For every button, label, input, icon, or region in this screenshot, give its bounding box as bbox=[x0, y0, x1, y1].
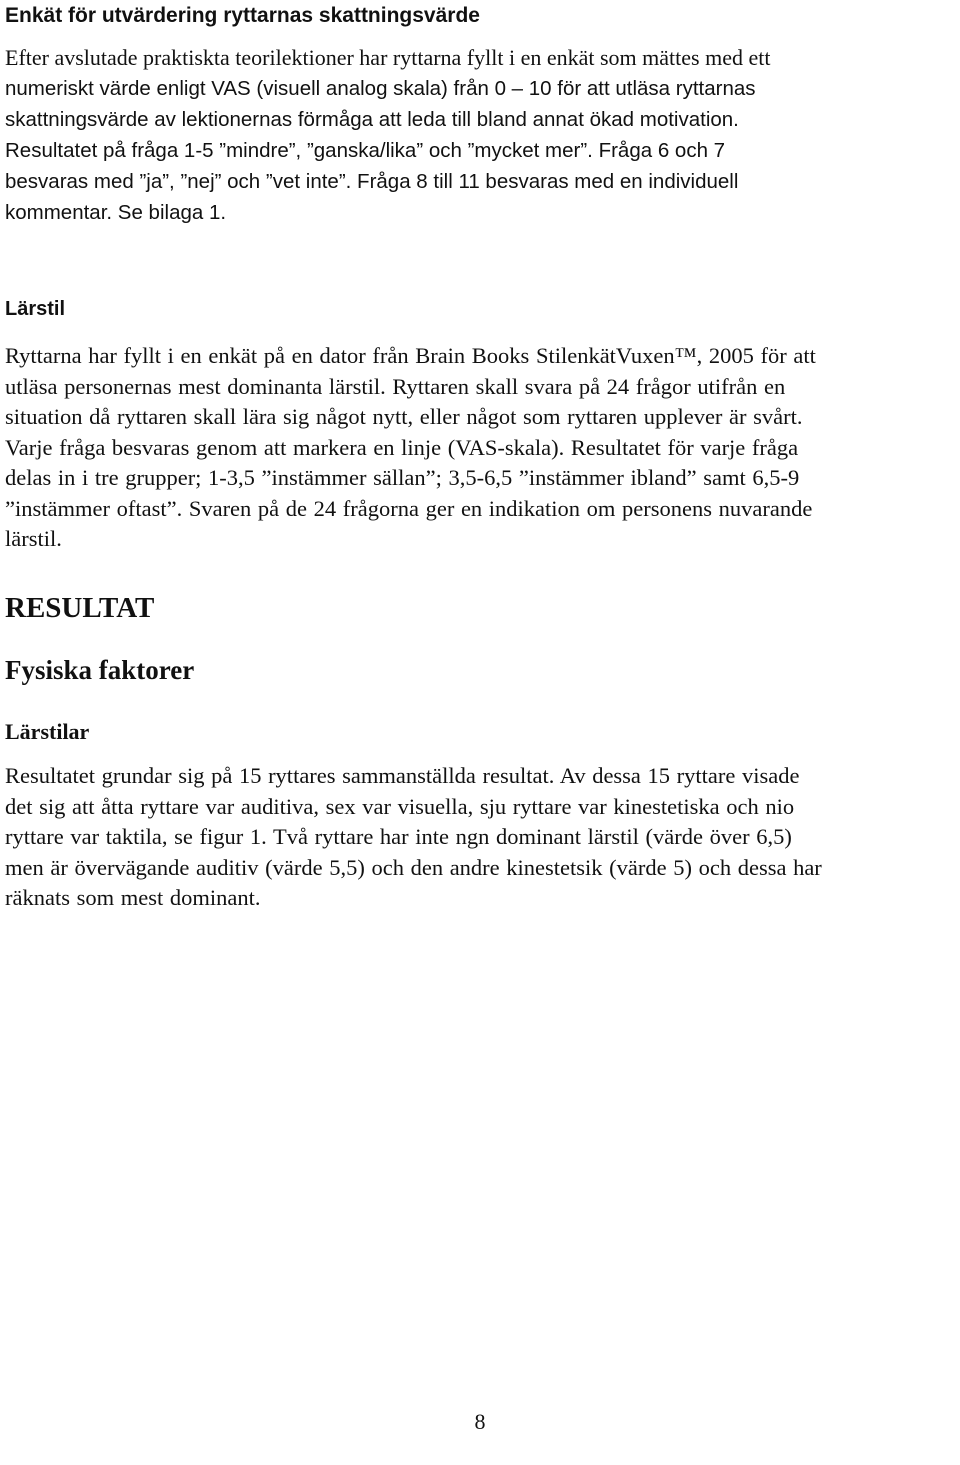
text-line: lärstil. bbox=[5, 526, 62, 551]
text-line: situation då ryttaren skall lära sig något nytt, eller något som ryttaren upplever är svårt. bbox=[5, 404, 803, 429]
text-line: Resultatet grundar sig på 15 ryttares sammanställda resultat. Av dessa 15 ryttare visade bbox=[5, 763, 800, 788]
text-line: delas in i tre grupper; 1-3,5 ”instämmer sällan”; 3,5-6,5 ”instämmer ibland” samt 6,5-9 bbox=[5, 465, 800, 490]
text-line: Resultatet på fråga 1-5 ”mindre”, ”ganska/lika” och ”mycket mer”. Fråga 6 och 7 bbox=[5, 139, 726, 162]
paragraph-resultat bbox=[5, 761, 950, 914]
text-line: skattningsvärde av lektionernas förmåga att leda till bland annat ökad motivation. bbox=[5, 108, 739, 131]
text-line: Efter avslutade praktiskta teorilektioner har ryttarna fyllt i en enkät som mättes med ett bbox=[5, 45, 771, 70]
text-line: Varje fråga besvaras genom att markera en linje (VAS-skala). Resultatet för varje fråga bbox=[5, 434, 799, 460]
text-line: kommentar. Se bilaga 1. bbox=[5, 201, 227, 224]
text-line: men är övervägande auditiv (värde 5,5) och den andre kinestetsik (värde 5) och dessa har bbox=[5, 854, 822, 880]
section-heading-larstil: Lärstil bbox=[5, 298, 66, 320]
paragraph-enkat bbox=[5, 42, 945, 228]
text-line: numeriskt värde enligt VAS (visuell analog skala) från 0 – 10 för att utläsa ryttarnas bbox=[5, 77, 756, 100]
text-line: utläsa personernas mest dominanta lärstil. Ryttaren skall svara på 24 frågor utifrån en bbox=[5, 373, 786, 399]
text-line: besvaras med ”ja”, ”nej” och ”vet inte”. Fråga 8 till 11 besvaras med en individuell bbox=[5, 170, 739, 193]
heading-resultat: RESULTAT bbox=[5, 592, 155, 624]
text-line: ryttare var taktila, se figur 1. Två ryttare har inte ngn dominant lärstil (värde över 6,5) bbox=[5, 824, 792, 849]
section-heading-enkat: Enkät för utvärdering ryttarnas skattningsvärde bbox=[5, 4, 480, 27]
text-line: det sig att åtta ryttare var auditiva, sex var visuella, sju ryttare var kinestetiska och nio bbox=[5, 793, 795, 819]
text-line: ”instämmer oftast”. Svaren på de 24 frågorna ger en indikation om personens nuvarande bbox=[5, 495, 813, 521]
heading-larstilar: Lärstilar bbox=[5, 719, 90, 744]
page-number: 8 bbox=[474, 1409, 486, 1434]
heading-fysiska-faktorer: Fysiska faktorer bbox=[5, 655, 195, 685]
text-line: Ryttarna har fyllt i en enkät på en dator från Brain Books StilenkätVuxen™, 2005 för att bbox=[5, 343, 816, 368]
text-line: räknats som mest dominant. bbox=[5, 885, 261, 910]
paragraph-larstil bbox=[5, 341, 950, 555]
